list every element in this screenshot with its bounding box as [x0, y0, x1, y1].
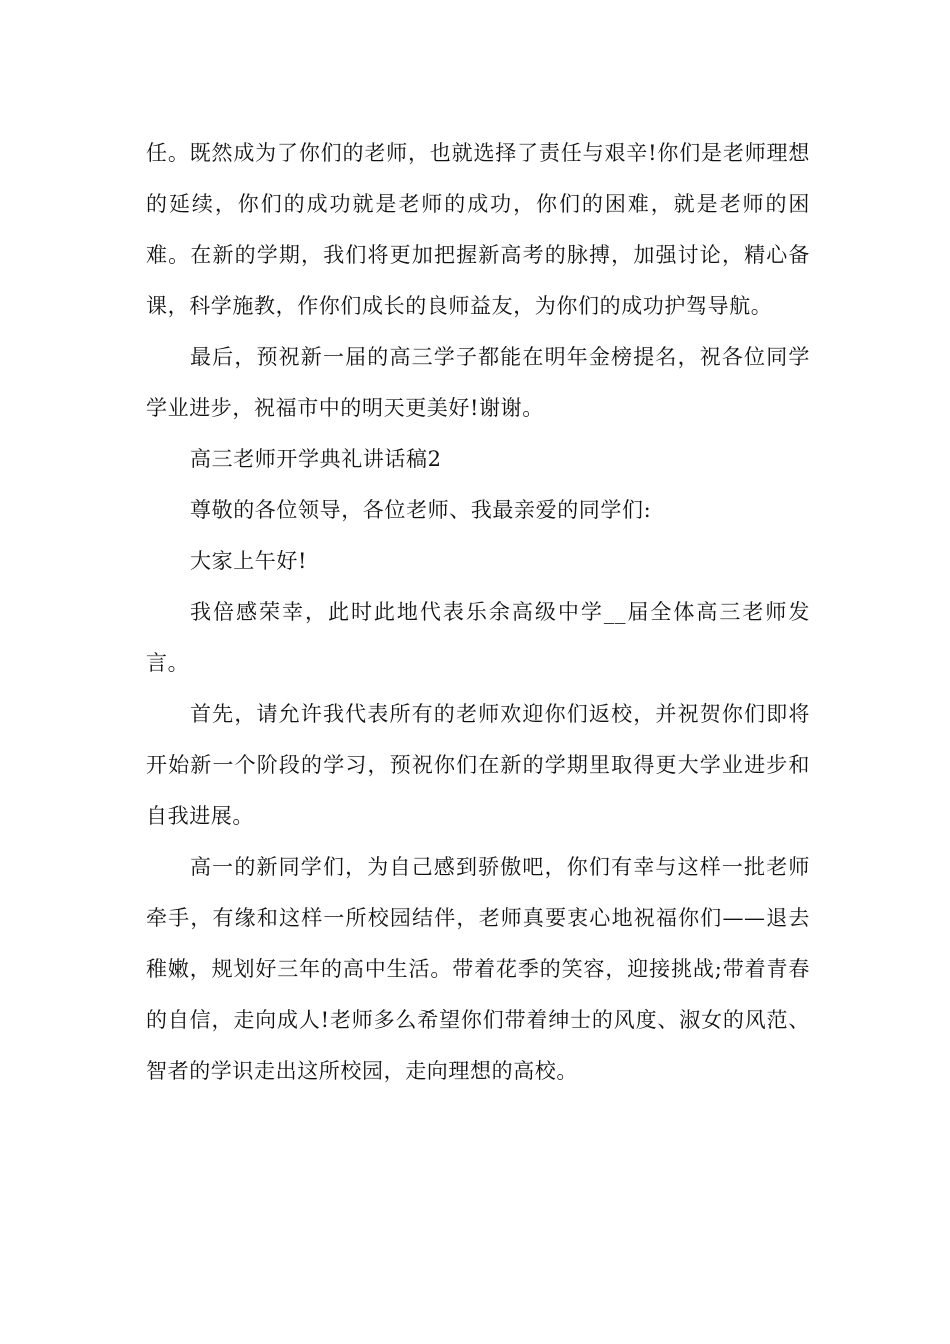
paragraph-freshmen: 高一的新同学们，为自己感到骄傲吧，你们有幸与这样一批老师牵手，有缘和这样一所校园结伴，老师真要衷心地祝福你们——退去稚嫩，规划好三年的高中生活。带着花季的笑容，迎接挑战;带着青春的自信，走向成人!老师多么希望你们带着绅士的风度、淑女的风范、智者的学识走出这所校园，走向理想的高校。: [146, 855, 810, 1083]
paragraph-closing: 最后，预祝新一届的高三学子都能在明年金榜提名，祝各位同学学业进步，祝福市中的明天更美好!谢谢。: [146, 345, 810, 420]
paragraph-intro: 我倍感荣幸，此时此地代表乐余高级中学__届全体高三老师发言。: [146, 600, 810, 675]
paragraph-welcome: 首先，请允许我代表所有的老师欢迎你们返校，并祝贺你们即将开始新一个阶段的学习，预祝你们在新的学期里取得更大学业进步和自我进展。: [146, 702, 810, 828]
section-title: 高三老师开学典礼讲话稿2: [190, 447, 442, 471]
paragraph-continuation: 任。既然成为了你们的老师，也就选择了责任与艰辛!你们是老师理想的延续，你们的成功就是老师的成功，你们的困难，就是老师的困难。在新的学期，我们将更加把握新高考的脉搏，加强讨论，精心备课，科学施教，作你们成长的良师益友，为你们的成功护驾导航。: [146, 141, 810, 318]
greeting: 大家上午好!: [190, 549, 308, 573]
salutation: 尊敬的各位领导，各位老师、我最亲爱的同学们:: [190, 498, 652, 522]
document-page: [146, 128, 810, 1097]
